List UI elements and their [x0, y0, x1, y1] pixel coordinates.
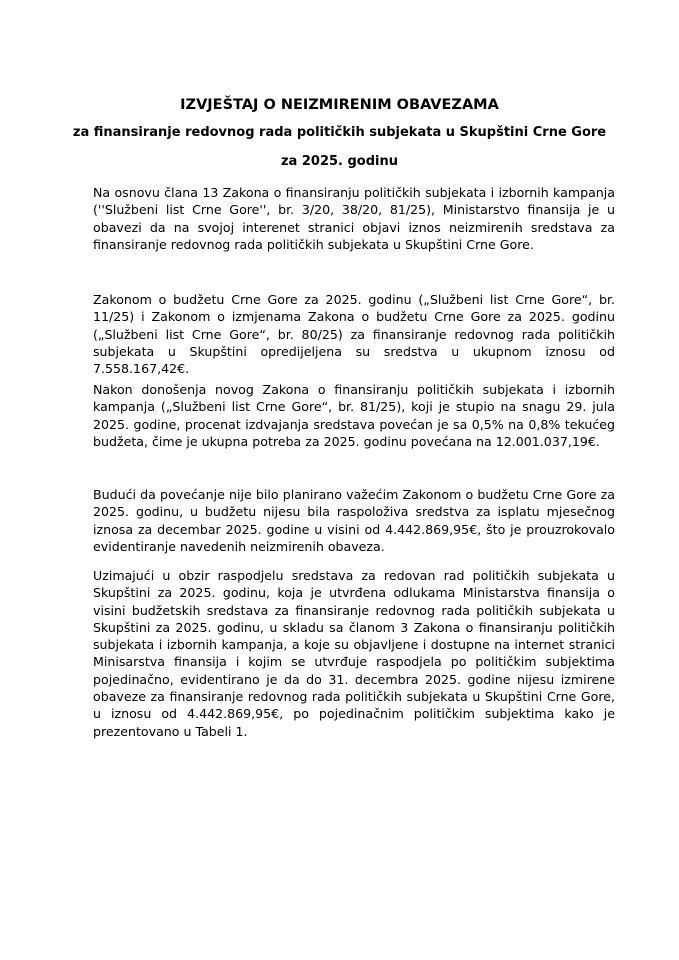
paragraph-new-law: Nakon donošenja novog Zakona o finansiranju političkih subjekata i izbornih kampanja („Službeni list Crne Gore“, br. 81/25), koji je stupio na snagu 29. jula 2025. godine, procenat izdvajanja sredstava povećan je sa 0,5% na 0,8% tekućeg budžeta, čime je ukupna potreba za 2025. godinu povećana na 12.001.037,19€. [93, 382, 615, 449]
report-year-line: za 2025. godinu [280, 154, 399, 169]
paragraph-legal-basis: Na osnovu člana 13 Zakona o finansiranju političkih subjekata i izbornih kampanja (''Službeni list Crne Gore'', br. 3/20, 38/20, 81/25), Ministarstvo finansija je u obavezi da na svojoj interenet stranici objavi iznos neizmirenih sredstava za finansiranje redovnog rada političkih subjekata u Skupštini Crne Gore. [93, 185, 615, 252]
paragraph-unplanned-increase: Budući da povećanje nije bilo planirano važećim Zakonom o budžetu Crne Gore za 2025. godinu, u budžetu nijesu bila raspoloživa sredstva za isplatu mjesečnog iznosa za decembar 2025. godine u visini od 4.442.869,95€, što je prouzrokovalo evidentiranje navedenih neizmirenih obaveza. [93, 487, 615, 554]
report-subtitle: za finansiranje redovnog rada političkih subjekata u Skupštini Crne Gore [72, 125, 607, 140]
paragraph-distribution: Uzimajući u obzir raspodjelu sredstava za redovan rad političkih subjekata u Skupštini za 2025. godinu, koja je utvrđena odlukama Ministarstva finansija o visini budžetskih sredstava za finansiranje redovnog rada političkih subjekata u Skupštini za 2025. godinu, u skladu sa članom 3 Zakona o finansiranju političkih subjekata i izbornih kampanja, a koje su objavljene i dostupne na internet stranici Minisarstva finansija i kojim se utvrđuje raspodjela po političkim subjektima pojedinačno, evidentirano je da do 31. decembra 2025. godine nijesu izmirene obaveze za finansiranje redovnog rada političkih subjekata u Skupštini Crne Gore, u iznosu od 4.442.869,95€, po pojedinačnim političkim subjektima kako je prezentovano u Tabeli 1. [93, 568, 615, 739]
report-title: IZVJEŠTAJ O NEIZMIRENIM OBAVEZAMA [180, 97, 499, 113]
paragraph-budget-law: Zakonom o budžetu Crne Gore za 2025. godinu („Službeni list Crne Gore“, br. 11/25) i Zakonom o izmjenama Zakona o budžetu Crne Gore za 2025. godinu („Službeni list Crne Gore“, br. 80/25) za finansiranje redovnog rada političkih subjekata u Skupštini opredijeljena su sredstva u ukupnom iznosu od 7.558.167,42€. [93, 292, 615, 377]
